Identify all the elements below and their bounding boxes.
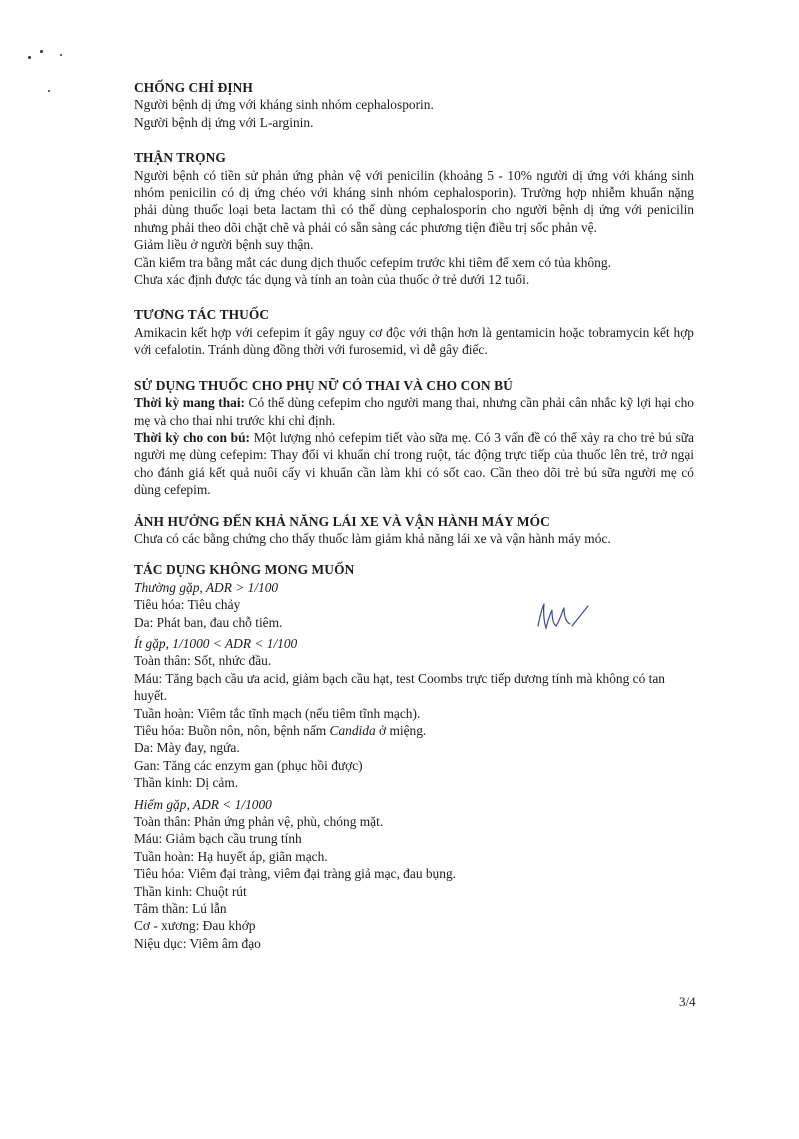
- speck-dot: [40, 50, 43, 53]
- uncommon-frequency-label: Ít gặp, 1/1000 < ADR < 1/100: [134, 635, 298, 651]
- contraindication-line: Người bệnh dị ứng với kháng sinh nhóm cephalosporin.: [134, 97, 434, 113]
- speck-dot: [28, 56, 31, 59]
- adverse-text: Tiêu hóa: Buồn nôn, nôn, bệnh nấm: [134, 723, 330, 738]
- adverse-line: Tuần hoàn: Viêm tắc tĩnh mạch (nếu tiêm tĩnh mạch).: [134, 705, 421, 721]
- pregnancy-label: Thời kỳ mang thai:: [134, 395, 246, 411]
- adverse-text: ở miệng.: [375, 723, 427, 738]
- heading-precautions: THẬN TRỌNG: [134, 150, 226, 166]
- adverse-line: Thần kinh: Dị cảm.: [134, 775, 239, 791]
- lactation-text: Một lượng nhỏ cefepim tiết vào sữa mẹ. Có 3 vấn đề có thể xảy ra cho trẻ bú sữa người mẹ dùng cefepim: Thay đổi vi khuẩn chí trong ruột, tác động trực tiếp của thuốc lên trẻ, trở ngại cho đánh giá kết quả nuôi cấy vi khuẩn cần làm khi có sốt cao. Cần theo dõi trẻ bú sữa người mẹ có dùng cefepim.: [134, 429, 694, 498]
- adverse-line: Máu: Tăng bạch cầu ưa acid, giảm bạch cầu hạt, test Coombs trực tiếp dương tính mà không có tan huyết.: [134, 670, 665, 704]
- adverse-line: [134, 722, 694, 739]
- pregnancy-paragraph: [134, 394, 694, 429]
- heading-pregnancy: SỬ DỤNG THUỐC CHO PHỤ NỮ CÓ THAI VÀ CHO CON BÚ: [134, 377, 513, 393]
- adverse-line: Cơ - xương: Đau khớp: [134, 918, 256, 934]
- adverse-text-italic: Candida: [329, 723, 376, 738]
- adverse-line: Thần kinh: Chuột rút: [134, 883, 247, 899]
- adverse-line: Toàn thân: Phản ứng phản vệ, phù, chóng mặt.: [134, 814, 384, 830]
- precautions-paragraph: Người bệnh có tiền sử phản ứng phản vệ với penicilin (khoảng 5 - 10% người dị ứng với kháng sinh nhóm penicilin có dị ứng chéo với kháng sinh nhóm cephalosporin). Trường hợp nhiễm khuẩn nặng phải dùng thuốc loại beta lactam thì có thể dùng cephalosporin cho người bệnh dị ứng với penicilin nhưng phải theo dõi chặt chẽ và phải có sẵn sàng các phương tiện điều trị sốc phản vệ.: [134, 167, 694, 235]
- adverse-line: Gan: Tăng các enzym gan (phục hồi được): [134, 757, 363, 773]
- pregnancy-text: Có thể dùng cefepim cho người mang thai, nhưng cần phải cân nhắc kỹ lợi hại cho mẹ và cho thai nhi trước khi chỉ định.: [134, 395, 694, 428]
- page-number: 3/4: [679, 994, 696, 1009]
- lactation-label: Thời kỳ cho con bú:: [134, 429, 251, 445]
- heading-contraindications: CHỐNG CHỈ ĐỊNH: [134, 80, 253, 95]
- precaution-line: Giảm liều ở người bệnh suy thận.: [134, 237, 314, 253]
- speck-dot: [48, 90, 50, 92]
- section-interactions: [134, 306, 694, 358]
- document-body: [134, 79, 694, 952]
- interactions-paragraph: Amikacin kết hợp với cefepim ít gây nguy cơ độc với thận hơn là gentamicin hoặc tobramycin kết hợp với cefalotin. Tránh dùng đồng thời với furosemid, vì dễ gây điếc.: [134, 324, 694, 358]
- rare-frequency-label: Hiếm gặp, ADR < 1/1000: [134, 796, 272, 812]
- precaution-line: Chưa xác định được tác dụng và tính an toàn của thuốc ở trẻ dưới 12 tuổi.: [134, 272, 530, 288]
- adverse-line: Tâm thần: Lú lẫn: [134, 901, 227, 917]
- heading-interactions: TƯƠNG TÁC THUỐC: [134, 307, 270, 323]
- adverse-line: Da: Phát ban, đau chỗ tiêm.: [134, 614, 283, 630]
- section-contraindications: [134, 79, 694, 131]
- heading-driving: ẢNH HƯỞNG ĐẾN KHẢ NĂNG LÁI XE VÀ VẬN HÀNH MÁY MÓC: [134, 513, 550, 529]
- section-precautions: [134, 149, 694, 288]
- section-adverse-effects: [134, 561, 694, 952]
- adverse-line: Niệu dục: Viêm âm đạo: [134, 935, 261, 951]
- adverse-line: Máu: Giảm bạch cầu trung tính: [134, 831, 302, 847]
- speck-dot: [60, 54, 62, 56]
- adverse-line: Toàn thân: Sốt, nhức đầu.: [134, 653, 272, 669]
- contraindication-line: Người bệnh dị ứng với L-arginin.: [134, 114, 314, 130]
- adverse-line: Tiêu hóa: Viêm đại tràng, viêm đại tràng giả mạc, đau bụng.: [134, 866, 456, 882]
- handwritten-signature: [532, 596, 592, 636]
- heading-adverse-effects: TÁC DỤNG KHÔNG MONG MUỐN: [134, 562, 355, 578]
- lactation-paragraph: [134, 429, 694, 499]
- common-frequency-label: Thường gặp, ADR > 1/100: [134, 579, 279, 595]
- adverse-line: Tuần hoàn: Hạ huyết áp, giãn mạch.: [134, 848, 328, 864]
- section-pregnancy: [134, 377, 694, 499]
- adverse-line: Da: Mày đay, ngứa.: [134, 740, 240, 756]
- driving-line: Chưa có các bằng chứng cho thấy thuốc làm giảm khả năng lái xe và vận hành máy móc.: [134, 530, 611, 546]
- section-driving: [134, 513, 694, 548]
- adverse-line: Tiêu hóa: Tiêu chảy: [134, 597, 241, 613]
- precaution-line: Cần kiểm tra bằng mắt các dung dịch thuốc cefepim trước khi tiêm để xem có tủa không.: [134, 254, 611, 270]
